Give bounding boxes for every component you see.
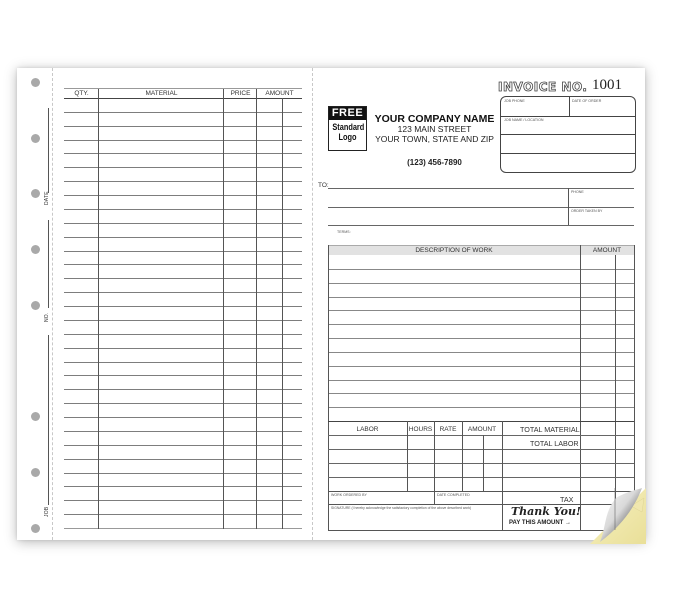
signature-label: SIGNATURE (I hereby acknowledge the satisfactory completion of the above described work) [331, 506, 472, 510]
material-header-material: MATERIAL [145, 90, 178, 97]
labor-divider [462, 421, 463, 491]
work-table-row[interactable] [329, 408, 634, 421]
material-table-row[interactable] [64, 210, 302, 223]
work-left-border [328, 245, 329, 530]
company-phone: (123) 456-7890 [407, 158, 462, 167]
labor-line [502, 449, 634, 450]
stub-no-line [48, 220, 49, 308]
labor-top-border [328, 421, 634, 422]
material-table-row[interactable] [64, 168, 302, 181]
material-table-row[interactable] [64, 113, 302, 126]
pay-this-amount-label: PAY THIS AMOUNT → [509, 520, 572, 526]
labor-header-amount: AMOUNT [467, 426, 497, 433]
logo-logo-text: Logo [338, 132, 357, 142]
material-table-row[interactable] [64, 196, 302, 209]
labor-line [328, 435, 634, 436]
job-phone-field[interactable] [501, 103, 567, 115]
order-taken-by-field[interactable] [569, 208, 634, 224]
work-table-row[interactable] [329, 353, 634, 366]
labor-header-labor: LABOR [356, 426, 379, 433]
to-field[interactable] [328, 176, 568, 224]
material-table-row[interactable] [64, 224, 302, 237]
material-col-divider [256, 89, 257, 529]
work-table-row[interactable] [329, 394, 634, 407]
material-table-row[interactable] [64, 404, 302, 417]
phone-field[interactable] [569, 189, 634, 206]
to-line-3 [328, 225, 634, 226]
material-table-row[interactable] [64, 515, 302, 528]
work-table-row[interactable] [329, 381, 634, 394]
material-table-row[interactable] [64, 349, 302, 362]
binder-hole [31, 524, 40, 533]
total-labor-label: TOTAL LABOR [530, 439, 579, 448]
material-table-row[interactable] [64, 474, 302, 487]
labor-divider [434, 421, 435, 491]
stub-perforation [52, 68, 53, 540]
binder-hole [31, 245, 40, 254]
material-table-row[interactable] [64, 390, 302, 403]
labor-header-rate: RATE [439, 426, 457, 433]
work-table-row[interactable] [329, 367, 634, 380]
date-of-order-field[interactable] [570, 103, 632, 115]
material-table-row[interactable] [64, 501, 302, 514]
invoice-title: INVOICE NO. [498, 80, 588, 94]
material-table-row[interactable] [64, 182, 302, 195]
work-header-description: DESCRIPTION OF WORK [415, 247, 493, 254]
job-phone-label: JOB PHONE [504, 99, 525, 103]
material-header-qty: QTY. [74, 90, 89, 97]
material-table-row[interactable] [64, 376, 302, 389]
binder-hole [31, 134, 40, 143]
terms-label: TERMS: [337, 230, 351, 234]
material-col-divider [98, 89, 99, 529]
material-table-row[interactable] [64, 141, 302, 154]
stub-date-line [48, 108, 49, 193]
logo-standard-text: Standard [332, 122, 365, 132]
binder-hole [31, 189, 40, 198]
material-table-row[interactable] [64, 252, 302, 265]
material-table-row[interactable] [64, 321, 302, 334]
work-table-row[interactable] [329, 339, 634, 352]
job-name-location-field[interactable] [501, 122, 633, 170]
material-table-row[interactable] [64, 460, 302, 473]
material-table-row[interactable] [64, 265, 302, 278]
total-material-label: TOTAL MATERIAL [520, 425, 580, 434]
date-completed-label: DATE COMPLETED [437, 493, 470, 497]
invoice-number: 1001 [592, 77, 622, 93]
logo-free-text: FREE [329, 107, 366, 120]
labor-totals-divider [502, 421, 503, 530]
material-table-row[interactable] [64, 279, 302, 292]
labor-cents-divider [483, 435, 484, 491]
thank-you-text: Thank You! [511, 505, 581, 518]
center-perforation [312, 68, 313, 540]
material-table-row[interactable] [64, 446, 302, 459]
material-table-row[interactable] [64, 154, 302, 167]
work-table-row[interactable] [329, 284, 634, 297]
material-table-row[interactable] [64, 418, 302, 431]
to-label: TO: [318, 182, 329, 189]
material-table-row[interactable] [64, 127, 302, 140]
work-table-row[interactable] [329, 325, 634, 338]
work-amount-divider [580, 245, 581, 530]
company-street: 123 MAIN STREET [397, 124, 472, 134]
company-city: YOUR TOWN, STATE AND ZIP [375, 133, 494, 144]
page-curl-carbon-copy [586, 488, 646, 548]
labor-header-hours: HOURS [408, 426, 433, 433]
material-table-row[interactable] [64, 238, 302, 251]
date-of-order-label: DATE OF ORDER [572, 99, 602, 103]
terms-field[interactable] [355, 227, 505, 237]
work-table-row[interactable] [329, 311, 634, 324]
labor-divider [407, 421, 408, 491]
binder-hole [31, 78, 40, 87]
work-table-row[interactable] [329, 298, 634, 311]
work-table-row[interactable] [329, 270, 634, 283]
company-block [372, 113, 497, 144]
binder-hole [31, 412, 40, 421]
stub-no-label: NO. [44, 312, 50, 322]
material-row-line [64, 528, 302, 529]
signature-field[interactable] [329, 505, 501, 529]
material-header-amount: AMOUNT [265, 90, 294, 97]
tax-label: TAX [560, 495, 574, 504]
work-table-row[interactable] [329, 256, 634, 269]
date-completed-field[interactable] [435, 492, 501, 503]
order-taken-by-label: ORDER TAKEN BY [571, 209, 603, 213]
material-table-row[interactable] [64, 307, 302, 320]
material-header-price: PRICE [230, 90, 251, 97]
stub-date-label: DATE [44, 191, 50, 205]
labor-line [328, 463, 502, 464]
material-table-row[interactable] [64, 335, 302, 348]
info-box-line [501, 116, 635, 117]
phone-label: PHONE [571, 190, 584, 194]
free-standard-logo [328, 106, 367, 151]
company-name: YOUR COMPANY NAME [374, 113, 495, 125]
binder-hole [31, 468, 40, 477]
labor-line [502, 477, 634, 478]
material-table-row[interactable] [64, 432, 302, 445]
stub-job-label: JOB [44, 506, 50, 517]
binder-hole [31, 301, 40, 310]
material-col-divider [223, 89, 224, 529]
material-table-row[interactable] [64, 293, 302, 306]
labor-line [328, 449, 502, 450]
work-ordered-by-label: WORK ORDERED BY [331, 493, 367, 497]
labor-line [328, 477, 502, 478]
material-cents-divider [282, 98, 283, 529]
material-table-row[interactable] [64, 99, 302, 112]
labor-line [502, 463, 634, 464]
material-table-row[interactable] [64, 487, 302, 500]
material-table-row[interactable] [64, 363, 302, 376]
stub-job-line [48, 335, 49, 505]
work-header-amount: AMOUNT [592, 247, 622, 254]
job-name-location-label: JOB NAME / LOCATION [504, 118, 544, 122]
work-ordered-by-field[interactable] [329, 492, 433, 503]
